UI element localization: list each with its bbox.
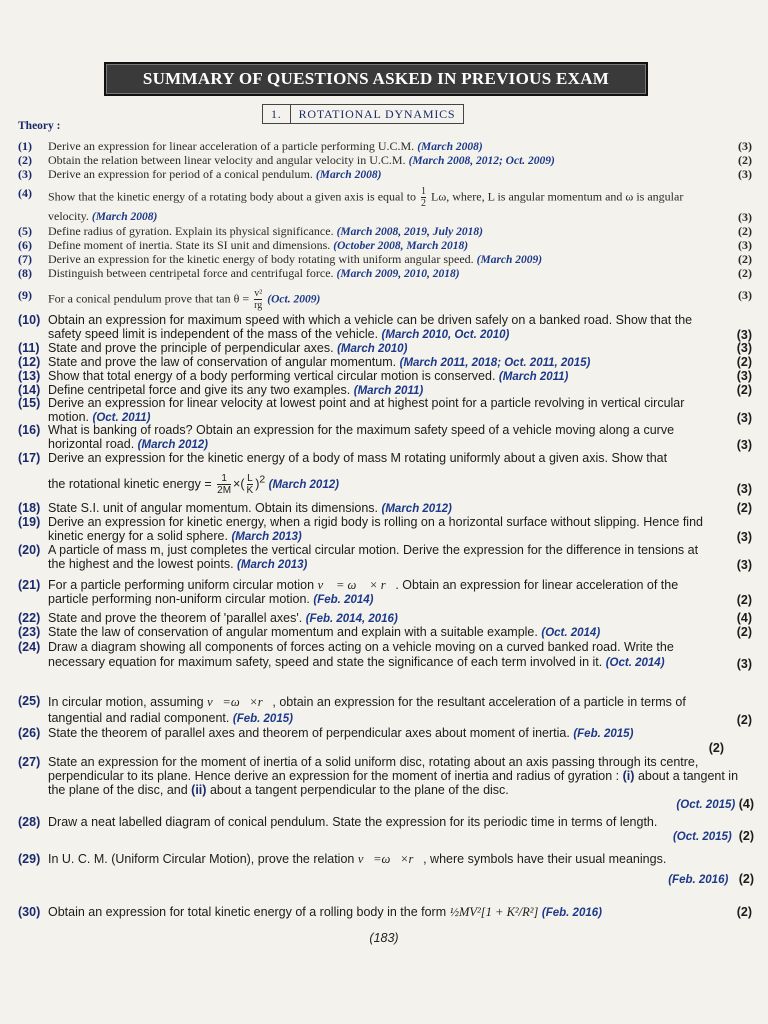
exam-reference: (Oct. 2014): [541, 627, 601, 639]
question-item: [18, 224, 754, 239]
marks: (2): [736, 905, 752, 919]
marks: (2): [736, 383, 752, 397]
question-number: (9): [18, 288, 32, 302]
exam-reference: (Oct. 2011): [92, 412, 151, 424]
exam-reference: (March 2010, Oct. 2010): [381, 329, 510, 341]
question-item: [18, 905, 754, 920]
question-number: (13): [18, 369, 41, 383]
question-text: , obtain an expression for the resultant acceleration of a particle in terms of tangential and radial component.: [48, 695, 686, 725]
question-item: [18, 252, 754, 267]
question-number: (11): [18, 341, 40, 355]
formula-lead: the rotational kinetic energy =: [48, 476, 212, 491]
chapter-number: 1.: [262, 104, 291, 124]
question-number: (25): [18, 694, 41, 708]
question-item: [18, 611, 754, 626]
part-label: (ii): [191, 783, 207, 797]
equation: ½MV²[1 + K²/R²]: [449, 905, 539, 919]
question-number: (3): [18, 167, 32, 181]
exam-reference: (Feb. 2015): [573, 728, 634, 740]
question-text: Derive an expression for period of a conical pendulum.: [48, 167, 313, 181]
question-item: [18, 640, 754, 671]
question-text: State and prove the principle of perpendicular axes.: [48, 341, 334, 355]
marks: (3): [738, 288, 752, 302]
exam-reference: (Feb. 2014): [313, 594, 374, 606]
exam-reference: (March 2013): [237, 559, 308, 571]
exam-reference: (Feb. 2016): [541, 907, 602, 919]
question-item: [18, 355, 754, 370]
exam-reference: (Oct. 2015): [676, 799, 736, 811]
question-item: [18, 625, 754, 640]
question-text: State and prove the law of conservation of angular momentum.: [48, 355, 397, 369]
section-label: Theory :: [18, 120, 61, 132]
question-number: (23): [18, 625, 41, 639]
marks: (2): [736, 713, 752, 727]
question-text: Derive an expression for linear velocity at lowest point and at highest point for a particle revolving in vertical circular motion.: [48, 396, 685, 424]
fraction: $\frac{\text{v²}}{rg}$: [254, 288, 263, 311]
question-item: (17) Derive an expression for the kinetic energy of a body of mass M rotating uniformly about a given axis. Show that the rotational kinetic energy = $\frac{1}{2M}$ ×( $\frac{L}{K}$ )$^2$ (March 2012) (3): [18, 451, 752, 496]
question-text: For a conical pendulum prove that tan θ =: [48, 291, 250, 306]
equation: v⃗=ω⃗×r⃗: [207, 695, 273, 709]
exam-reference: (Feb. 2014, 2016): [305, 613, 398, 625]
marks: (3): [736, 530, 752, 544]
question-text: , where symbols have their usual meanings.: [423, 852, 667, 866]
marks: (4): [736, 611, 752, 625]
fraction: $\frac{L}{K}$: [246, 473, 254, 496]
question-number: (22): [18, 611, 41, 625]
question-item: [18, 288, 754, 311]
question-number: (8): [18, 266, 32, 280]
marks: (3): [736, 369, 752, 383]
marks: (3): [736, 438, 752, 452]
question-text: Obtain the relation between linear velocity and angular velocity in U.C.M.: [48, 153, 406, 167]
question-item: [18, 515, 754, 544]
question-text: Obtain an expression for maximum speed with which a vehicle can be driven safely on a banked road. Show that the safety speed limit is independent of the mass of the vehicle.: [48, 313, 693, 341]
question-item: [18, 341, 754, 356]
exam-reference: (Feb. 2015): [232, 713, 293, 725]
marks: (2): [738, 266, 752, 280]
question-text: Define centripetal force and give its any two examples.: [48, 383, 351, 397]
question-text: Derive an expression for the kinetic energy of a body of mass M rotating uniformly about a given axis. Show that: [48, 451, 668, 465]
exam-reference: (March 2011): [353, 385, 424, 397]
question-item: [18, 423, 754, 452]
exam-reference: (Oct. 2014): [605, 657, 665, 669]
exam-reference: (March 2008): [91, 211, 158, 223]
question-item: [18, 578, 754, 607]
question-item: [18, 238, 754, 253]
question-number: (17): [18, 451, 41, 465]
question-item: [18, 396, 754, 425]
question-text: about a tangent perpendicular to the plane of the disc.: [209, 783, 509, 797]
question-number: (16): [18, 423, 41, 437]
question-text: Derive an expression for linear acceleration of a particle performing U.C.M.: [48, 139, 415, 153]
question-item: [18, 266, 754, 281]
question-item: [18, 726, 754, 755]
question-text: A particle of mass m, just completes the vertical circular motion. Derive the expression for the difference in tensions at the highest and the lowest points.: [48, 543, 699, 571]
marks: (2): [738, 872, 754, 886]
exam-reference: (October 2008, March 2018): [333, 240, 469, 252]
part-label: (i): [622, 769, 635, 783]
exam-reference: (Feb. 2016): [668, 874, 729, 886]
question-item: [18, 369, 754, 384]
question-text: Show that the kinetic energy of a rotating body about a given axis is equal to: [48, 189, 417, 204]
question-number: (5): [18, 224, 32, 238]
question-item: [18, 153, 754, 168]
question-text: about a tangent in the plane of the disc, and: [48, 769, 739, 797]
question-text: Distinguish between centripetal force and centrifugal force.: [48, 266, 334, 280]
question-number: (19): [18, 515, 41, 529]
question-text: In circular motion, assuming: [48, 695, 204, 709]
marks: (4): [738, 797, 754, 811]
question-number: (27): [18, 755, 41, 769]
marks: (2): [738, 252, 752, 266]
question-item: [18, 852, 754, 887]
question-number: (26): [18, 726, 41, 740]
question-number: (28): [18, 815, 41, 829]
exam-reference: (March 2009, 2010, 2018): [336, 268, 460, 280]
marks: (3): [736, 657, 752, 671]
question-number: (7): [18, 252, 32, 266]
chapter-title: ROTATIONAL DYNAMICS: [291, 104, 465, 124]
exam-reference: (March 2008): [315, 169, 382, 181]
question-number: (18): [18, 501, 41, 515]
marks: (2): [708, 741, 724, 755]
question-number: (20): [18, 543, 41, 557]
fraction: $\frac{1}{2}$: [421, 186, 427, 209]
question-number: (14): [18, 383, 41, 397]
question-item: [18, 543, 754, 572]
marks: (3): [736, 341, 752, 355]
marks: (2): [736, 355, 752, 369]
question-number: (30): [18, 905, 41, 919]
marks: (2): [736, 625, 752, 639]
marks: (3): [736, 558, 752, 572]
marks: (2): [736, 501, 752, 515]
question-item: [18, 694, 754, 727]
question-number: (21): [18, 578, 41, 592]
question-number: (1): [18, 139, 32, 153]
question-item: [18, 313, 754, 342]
chapter-heading: [262, 104, 464, 124]
question-text: In U. C. M. (Uniform Circular Motion), prove the relation: [48, 852, 355, 866]
marks: (3): [738, 167, 752, 181]
question-number: (4): [18, 186, 32, 200]
question-number: (15): [18, 396, 41, 410]
page-number: (183): [369, 931, 399, 945]
question-text: Define moment of inertia. State its SI unit and dimensions.: [48, 238, 331, 252]
exam-reference: (March 2011): [498, 371, 569, 383]
exam-reference: (March 2009): [476, 254, 543, 266]
question-number: (6): [18, 238, 32, 252]
question-text: Derive an expression for kinetic energy, when a rigid body is rolling on a horizontal surface without slipping. Hence find kinetic energy for a solid sphere.: [48, 515, 703, 543]
marks: (3): [736, 411, 752, 425]
exam-reference: (March 2013): [231, 531, 302, 543]
question-item: [18, 186, 754, 224]
question-text: Show that total energy of a body performing vertical circular motion is conserved.: [48, 369, 496, 383]
question-text: State S.I. unit of angular momentum. Obtain its dimensions.: [48, 501, 379, 515]
question-text: Lω, where, L is angular momentum and ω is angular velocity.: [48, 189, 684, 223]
marks: (2): [738, 153, 752, 167]
exam-reference: (Oct. 2009): [267, 293, 321, 306]
question-number: (12): [18, 355, 41, 369]
question-item: [18, 755, 754, 812]
marks: (2): [738, 829, 754, 843]
exam-reference: (March 2010): [337, 343, 408, 355]
page-banner: SUMMARY OF QUESTIONS ASKED IN PREVIOUS EXAM: [104, 62, 648, 96]
marks: (2): [736, 593, 752, 607]
exam-reference: (March 2012): [268, 478, 339, 491]
exam-reference: (March 2008, 2012; Oct. 2009): [408, 155, 555, 167]
question-number: (24): [18, 640, 41, 654]
exam-reference: (March 2012): [137, 439, 208, 451]
marks: (3): [736, 482, 752, 496]
question-text: What is banking of roads? Obtain an expression for the maximum safety speed of a vehicle moving along a curve horizontal road.: [48, 423, 675, 451]
question-text: . Obtain an expression for linear acceleration of the particle performing non-uniform circular motion.: [48, 578, 679, 606]
marks: (2): [738, 224, 752, 238]
question-text: For a particle performing uniform circular motion: [48, 578, 315, 592]
question-text: Obtain an expression for total kinetic energy of a rolling body in the form: [48, 905, 447, 919]
question-number: (10): [18, 313, 41, 327]
exam-reference: (March 2008): [417, 141, 483, 153]
question-text: State the theorem of parallel axes and theorem of perpendicular axes about moment of inertia.: [48, 726, 570, 740]
question-text: Draw a neat labelled diagram of conical pendulum. State the expression for its periodic time in terms of length.: [48, 815, 658, 829]
question-text: Define radius of gyration. Explain its physical significance.: [48, 224, 334, 238]
equation: v⃗=ω⃗×r⃗: [357, 852, 424, 866]
question-item: [18, 501, 754, 516]
equation: v⃗ = ω⃗ × r⃗: [317, 578, 396, 592]
question-number: (29): [18, 852, 41, 866]
question-number: (2): [18, 153, 32, 167]
question-item: [18, 139, 754, 154]
question-text: Draw a diagram showing all components of forces acting on a vehicle moving on a curved banked road. Write the necessary equation for maximum safety, speed and state the significance of each term involved in it.: [48, 640, 674, 669]
exam-reference: (Oct. 2015): [672, 831, 732, 843]
exam-reference: (March 2011, 2018; Oct. 2011, 2015): [399, 357, 591, 369]
exam-reference: (March 2008, 2019, July 2018): [336, 226, 483, 238]
question-item: [18, 167, 754, 182]
exam-reference: (March 2012): [381, 503, 452, 515]
marks: (3): [738, 139, 752, 153]
question-text: Derive an expression for the kinetic energy of body rotating with uniform angular speed.: [48, 252, 474, 266]
fraction: $\frac{1}{2M}$: [217, 473, 232, 496]
marks: (3): [738, 210, 752, 224]
question-text: State the law of conservation of angular momentum and explain with a suitable example.: [48, 625, 538, 639]
marks: (3): [736, 328, 752, 342]
question-text: State an expression for the moment of inertia of a solid uniform disc, rotating about an axis passing through its centre, perpendicular to its plane. Hence derive an expression for the moment of inertia and radius of gyration :: [48, 755, 699, 783]
question-item: [18, 815, 754, 844]
question-text: State and prove the theorem of 'parallel axes'.: [48, 611, 303, 625]
marks: (3): [738, 238, 752, 252]
